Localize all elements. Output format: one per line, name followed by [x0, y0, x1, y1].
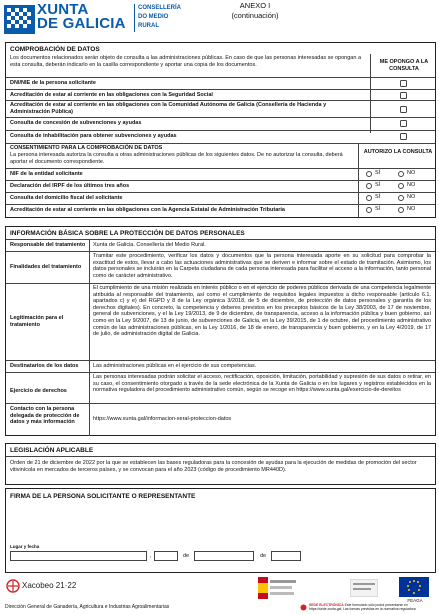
consent-yes-radio-nif[interactable] [366, 171, 372, 177]
yes-label: SÍ [375, 170, 381, 176]
annex-title: ANEXO I (continuación) [231, 1, 279, 20]
xacobeo-label: Xacobeo 21·22 [22, 581, 77, 590]
row-divider [6, 180, 435, 181]
check-row-disqualification: Consulta de inhabilitación para obtener subvenciones y ayudas [10, 133, 177, 139]
month-input[interactable] [194, 551, 254, 561]
signature-title: FIRMA DE LA PERSONA SOLICITANTE O REPRESENTANTE [10, 493, 196, 500]
row-divider [6, 403, 435, 404]
consent-no-radio-irpf[interactable] [398, 183, 404, 189]
row-divider [6, 360, 435, 361]
consent-row-fiscal-address: Consulta del domicilio fiscal del solicitante [10, 195, 123, 201]
yes-label: SÍ [375, 194, 381, 200]
privacy-label-legitimation: Legitimación para el tratamiento [10, 315, 64, 328]
no-label: NO [407, 194, 416, 200]
column-divider [370, 54, 371, 133]
check-row-dni: DNI/NIE de la persona solicitante [10, 80, 96, 86]
data-protection-title: INFORMACIÓN BÁSICA SOBRE LA PROTECCIÓN DE DATOS PERSONALES [10, 230, 245, 237]
row-divider [6, 168, 435, 169]
consent-title: CONSENTIMIENTO PARA LA COMPROBACIÓN DE DATOS [10, 145, 163, 151]
no-label: NO [407, 206, 416, 212]
legislation-text: Orden de 21 de diciembre de 2022 por la que se establecen las bases reguladoras para la concesión de ayudas para la ejecución de medidas de promoción del sector vitivinícola en mercados de terceros países, y se convocan para el año 2023 (código de procedimiento MR440D). [10, 460, 417, 473]
row-divider [6, 456, 435, 457]
consent-no-radio-aeat[interactable] [398, 207, 404, 213]
day-input[interactable] [154, 551, 178, 561]
consent-row-nif: NIF de la entidad solicitante [10, 171, 83, 177]
oppose-checkbox-social-security[interactable] [400, 92, 407, 99]
data-check-section [5, 42, 436, 218]
row-divider [6, 117, 435, 118]
yes-label: SÍ [375, 206, 381, 212]
check-row-subsidies: Consulta de concesión de subvenciones y ayudas [10, 120, 142, 126]
oppose-header: ME OPONGO A LA CONSULTA [379, 59, 429, 72]
no-label: NO [407, 170, 416, 176]
oppose-checkbox-disqualification[interactable] [400, 133, 407, 140]
page-footer [0, 575, 439, 615]
yes-label: SÍ [375, 182, 381, 188]
privacy-label-purposes: Finalidades del tratamiento [10, 264, 82, 270]
row-divider [6, 239, 435, 240]
privacy-text-rights: Las personas interesadas podrán solicitar el acceso, rectificación, oposición, limitación, portabilidad y supresión de sus datos o retirar, en su caso, el consentimiento otorgado a través de la sede electrónica de la Xunta de Galicia o en los lugares y registros establecidos en la normativa reguladora del procedimiento administrativo común, según se recoge en https://www.xunta.gal/exercicio-de-dereitos [93, 374, 431, 394]
row-divider [6, 251, 435, 252]
directorate-name: Dirección General de Ganadería, Agricultura e Industrias Agroalimentarias [5, 604, 170, 610]
row-divider [6, 372, 435, 373]
privacy-text-recipients: Las administraciones públicas en el ejercicio de sus competencias. [93, 363, 257, 369]
check-row-galicia-obligations: Acreditación de estar al corriente en las obligaciones con la Comunidad Autónoma de Galicia (Consellería de Hacienda y Administración Pública) [10, 102, 327, 115]
privacy-label-recipients: Destinatarios de los datos [10, 363, 79, 369]
row-divider [6, 283, 435, 284]
consent-yes-radio-irpf[interactable] [366, 183, 372, 189]
privacy-label-rights: Ejercicio de derechos [10, 388, 67, 394]
de-label-1: de [183, 553, 190, 559]
eu-flag-icon [399, 577, 429, 597]
place-date-label: Lugar y fecha [10, 544, 40, 549]
column-divider [358, 144, 359, 218]
header-divider [134, 4, 135, 32]
signature-section [5, 488, 436, 573]
column-divider [89, 239, 90, 436]
oppose-checkbox-galicia-obligations[interactable] [400, 106, 407, 113]
row-divider [6, 130, 435, 131]
page-header [0, 0, 439, 40]
year-input[interactable] [271, 551, 301, 561]
row-divider [6, 77, 435, 78]
sede-electronica-note: SEDE ELECTRÓNICA Este formulario sólo podrá presentarse en https://sede.xunta.gal. Las formas previstas en la normativa reguladora [309, 603, 416, 611]
consent-no-radio-nif[interactable] [398, 171, 404, 177]
org-name-line1: XUNTA [37, 1, 89, 18]
no-label: NO [407, 182, 416, 188]
row-divider [6, 89, 435, 90]
ministry-logo-icon [350, 579, 378, 597]
row-divider [6, 143, 435, 144]
legislation-section [5, 443, 436, 485]
consent-yes-radio-aeat[interactable] [366, 207, 372, 213]
place-input[interactable] [10, 551, 147, 561]
data-protection-section [5, 226, 436, 436]
privacy-text-legitimation: El cumplimiento de una misión realizada en interés público o en el ejercicio de poderes públicos derivada de una competencia legalmente atribuida al responsable del tratamiento, así como el cumplimiento de requisitos legales impuestos a dicho responsable (artículo 6.1. apartados c) y e) del RGPD y 8 de la Ley orgánica 3/2018, de 5 de diciembre, de protección de datos personales y garantía de los derechos digitales). En concreto, la competencia y deberes previstos en los preceptos básicos de la Ley 38/2003, de 17 de noviembre, general de subvenciones, y el la Ley 19/2013, de 9 de diciembre, de transparencia, acceso a la información pública y buen gobierno, así como en la Ley 9/2007, de 13 de junio, de subvenciones de Galicia, en la Ley 39/2015, de 1 de octubre, del procedimiento administrativo común de las administraciones públicas, en la Ley 1/2016, de 18 de enero, de transparencia y buen gobierno, y en la Ley 4/2019, de 17 de julio, de administración digital de Galicia. [93, 285, 431, 338]
check-row-social-security: Acreditación de estar al corriente en las obligaciones con la Seguridad Social [10, 92, 213, 98]
oppose-checkbox-dni[interactable] [400, 80, 407, 87]
org-name-line2: DE GALICIA [37, 15, 126, 32]
comma-separator: , [150, 553, 152, 559]
privacy-text-controller: Xunta de Galicia. Consellería del Medio Rural. [93, 242, 206, 248]
eu-fund-label: FEAGA [407, 598, 423, 603]
spain-government-logo-icon [258, 577, 296, 599]
row-divider [6, 204, 435, 205]
department-name: CONSELLERÍA DO MEDIO RURAL [138, 5, 182, 29]
legislation-title: LEGISLACIÓN APLICABLE [10, 447, 94, 454]
data-check-intro: Los documentos relacionados serán objeto de consulta a las administraciones públicas. En caso de que las personas interesadas se opongan a esta consulta, deberán indicarlo en la casilla correspondiente y aportar una copia de los documentos. [10, 55, 362, 68]
consent-row-aeat: Acreditación de estar al corriente en las obligaciones con la Agencia Estatal de Administración Tributaria [10, 207, 285, 213]
privacy-text-contact[interactable]: https://www.xunta.gal/informacion-xeral-proteccion-datos [93, 416, 232, 422]
privacy-text-purposes: Tramitar este procedimiento, verificar los datos y documentos que la persona interesada aporte en su solicitud para comprobar la exactitud de estos, llevar a cabo las actuaciones administrativas que se deriven e informar sobre el estado de tramitación. Asimismo, los datos personales se incluirán en la Carpeta ciudadana de cada persona interesada para facilitar el acceso a la información, tanto personal como de carácter administrativo. [93, 253, 431, 279]
consent-intro: La persona interesada autoriza la consulta a otras administraciones públicas de los siguientes datos. De no autorizar la consulta, deberá aportar el documento correspondiente. [10, 152, 343, 165]
xacobeo-logo-icon [5, 579, 21, 593]
xunta-shield-icon [4, 5, 35, 34]
consent-row-irpf: Declaración del IRPF de los últimos tres años [10, 183, 130, 189]
row-divider [6, 100, 435, 101]
privacy-label-contact: Contacto con la persona delegada de protección de datos y más información [10, 406, 80, 426]
consent-no-radio-fiscal-address[interactable] [398, 195, 404, 201]
oppose-checkbox-subsidies[interactable] [400, 120, 407, 127]
authorize-header: AUTORIZO LA CONSULTA [363, 149, 433, 155]
row-divider [6, 192, 435, 193]
de-label-2: de [260, 553, 267, 559]
consent-yes-radio-fiscal-address[interactable] [366, 195, 372, 201]
data-check-title: COMPROBACIÓN DE DATOS [10, 46, 100, 53]
sede-electronica-icon [300, 604, 307, 611]
privacy-label-controller: Responsable del tratamiento [10, 242, 86, 248]
